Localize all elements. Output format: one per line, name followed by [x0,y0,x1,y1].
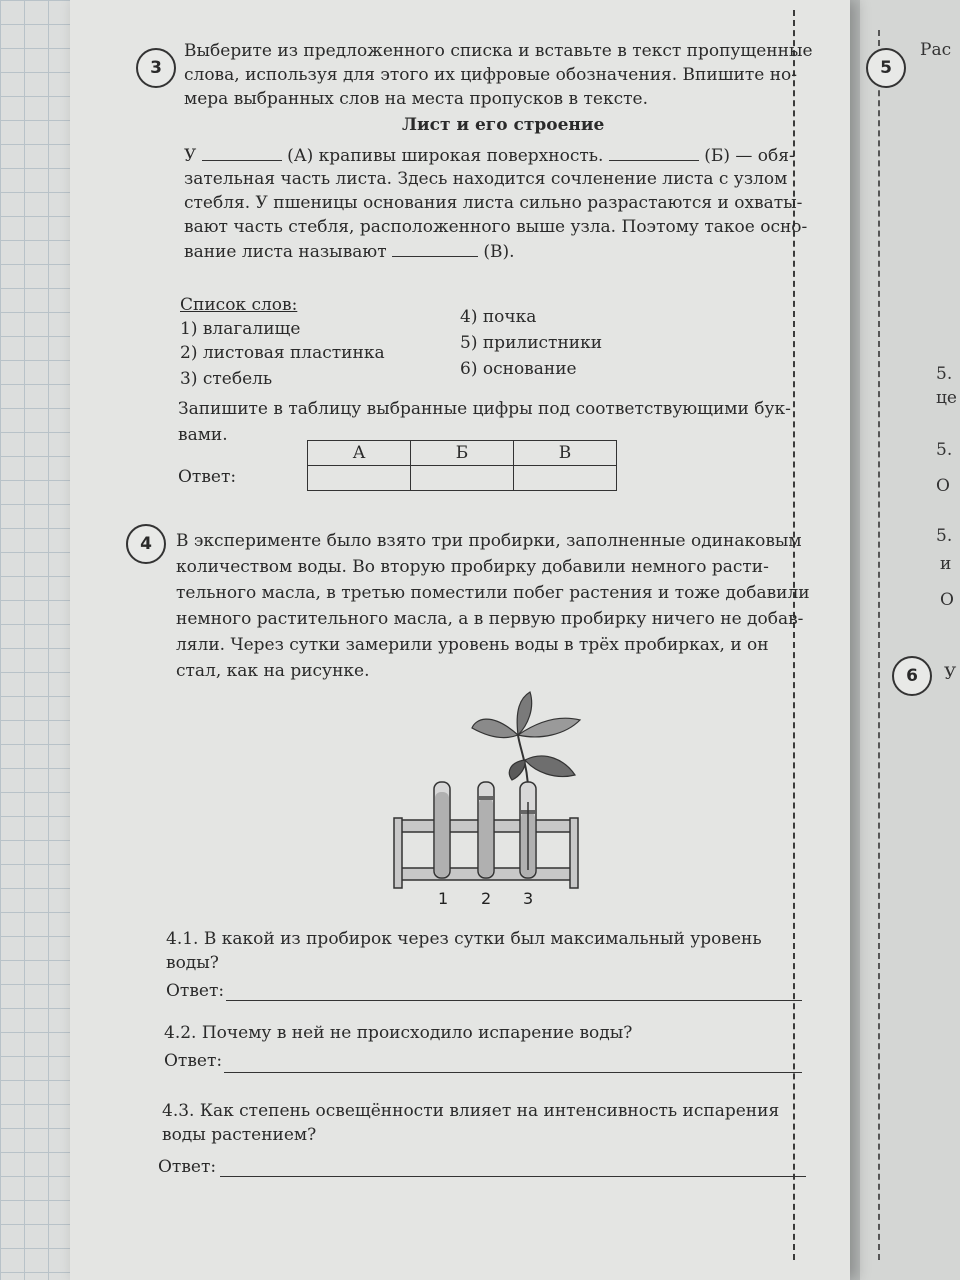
question-6-number: 6 [892,656,932,696]
q4-2-answer-label: Ответ: [164,1051,223,1071]
q4-text-line-2: количеством воды. Во вторую пробирку добавили немного расти- [176,557,769,577]
word-option-5: 5) прилистники [460,333,603,353]
question-4-number: 4 [126,524,166,564]
q4-text-line-1: В эксперименте было взято три пробирки, заполненные одинаковым [176,531,802,551]
q3-text-seg: (В). [483,242,515,262]
answer-cell-v[interactable] [514,466,617,491]
tube-label-3: 3 [523,889,534,908]
word-option-1: 1) влагалище [180,319,301,339]
q3-text-line-5 [184,240,515,264]
table-header-b: Б [411,441,514,466]
q4-3-answer-line[interactable] [220,1176,806,1177]
test-tube-illustration [380,690,610,910]
word-list-title: Список слов: [180,295,298,315]
q3-text-seg: (А) крапивы широкая поверхность. [287,146,604,166]
q3-text-seg: У [184,146,197,166]
q4-3-answer-label: Ответ: [158,1157,217,1177]
q3-text-seg: (Б) — обя- [704,146,795,166]
right-page-cut-line [878,30,880,1260]
word-option-6: 6) основание [460,359,577,379]
right-fragment: 5. [936,440,953,460]
right-page [860,0,960,1280]
right-fragment: 5. [936,526,953,546]
q4-1-line-2: воды? [166,953,219,973]
tube-label-1: 1 [438,889,449,908]
table-header-a: А [308,441,411,466]
q3-answer-label: Ответ: [178,467,237,487]
blank-a[interactable] [202,144,282,161]
q3-intro-line-2: слова, используя для этого их цифровые обозначения. Впишите но- [184,65,798,85]
q3-text-title: Лист и его строение [402,115,605,135]
q4-1-line-1: 4.1. В какой из пробирок через сутки был максимальный уровень [166,929,762,949]
q3-text-line-4: вают часть стебля, расположенного выше узла. Поэтому такое осно- [184,217,808,237]
q3-instruction-line-1: Запишите в таблицу выбранные цифры под соответствующими бук- [178,399,791,419]
q4-3-line-1: 4.3. Как степень освещённости влияет на интенсивность испарения [162,1101,780,1121]
q4-text-line-4: немного растительного масла, а в первую пробирку ничего не добав- [176,609,804,629]
q4-text-line-5: ляли. Через сутки замерили уровень воды в трёх пробирках, и он [176,635,769,655]
question-5-number: 5 [866,48,906,88]
q3-intro-line-3: мера выбранных слов на места пропусков в тексте. [184,89,648,109]
answer-cell-a[interactable] [308,466,411,491]
q4-text-line-6: стал, как на рисунке. [176,661,370,681]
word-option-3: 3) стебель [180,369,273,389]
right-fragment: О [936,476,950,496]
table-header-v: В [514,441,617,466]
q4-1-answer-line[interactable] [226,1000,802,1001]
question-3-number: 3 [136,48,176,88]
q3-text-line-1 [184,144,795,168]
q4-2-line-1: 4.2. Почему в ней не происходило испарение воды? [164,1023,633,1043]
q3-intro-line-1: Выберите из предложенного списка и вставьте в текст пропущенные [184,41,813,61]
q3-text-line-3: стебля. У пшеницы основания листа сильно разрастаются и охваты- [184,193,803,213]
right-fragment: О [940,590,954,610]
answer-cell-b[interactable] [411,466,514,491]
blank-v[interactable] [392,240,478,257]
q4-2-answer-line[interactable] [224,1072,802,1073]
right-fragment: и [940,554,952,574]
word-option-4: 4) почка [460,307,537,327]
q3-instruction-line-2: вами. [178,425,228,445]
q4-1-answer-label: Ответ: [166,981,225,1001]
right-fragment: це [936,388,957,408]
q3-answer-table [307,440,617,491]
blank-b[interactable] [609,144,699,161]
q3-text-line-2: зательная часть листа. Здесь находится сочленение листа с узлом [184,169,788,189]
q4-3-line-2: воды растением? [162,1125,317,1145]
right-fragment: 5. [936,364,953,384]
q4-text-line-3: тельного масла, в третью поместили побег растения и тоже добавили [176,583,810,603]
tube-label-2: 2 [481,889,492,908]
q3-text-seg: вание листа называют [184,242,387,262]
word-option-2: 2) листовая пластинка [180,343,385,363]
right-fragment: У [944,664,957,684]
q5-text-fragment: Рас [920,40,952,60]
